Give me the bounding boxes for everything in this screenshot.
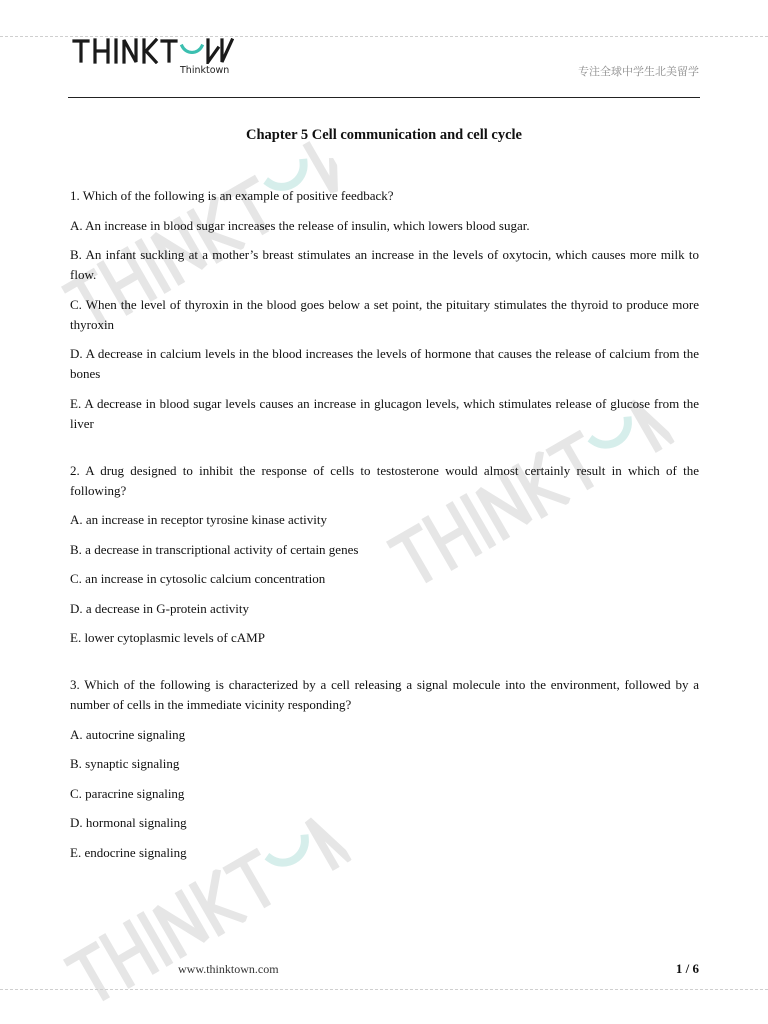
answer-option: B. An infant suckling at a mother’s breast stimulates an increase in the levels of oxytocin, which causes more milk to flow.: [70, 247, 699, 282]
answer-option: A. autocrine signaling: [70, 726, 186, 742]
header-divider: [68, 97, 700, 98]
bottom-dashed-border: [0, 989, 768, 990]
question-list: [70, 186, 699, 890]
answer-option: E. endocrine signaling: [70, 844, 187, 860]
question-3: [70, 675, 699, 863]
logo-subtitle: Thinktown: [180, 65, 230, 76]
answer-option: E. A decrease in blood sugar levels causes an increase in glucagon levels, which stimulates release of glucose from the liver: [70, 395, 699, 431]
question-2: [70, 461, 699, 649]
question-text: 1. Which of the following is an example of positive feedback?: [70, 188, 394, 203]
answer-option: C. paracrine signaling: [70, 785, 185, 801]
question-text: 3. Which of the following is characterized by a cell releasing a signal molecule into the environment, followed by a number of cells in the immediate vicinity responding?: [70, 677, 699, 712]
answer-option: D. a decrease in G-protein activity: [70, 600, 250, 616]
document-title: Chapter 5 Cell communication and cell cycle: [245, 127, 522, 143]
answer-option: E. lower cytoplasmic levels of cAMP: [70, 630, 265, 645]
top-dashed-border: [0, 36, 768, 37]
page-number: 1 / 6: [675, 961, 699, 976]
footer-website: www.thinktown.com: [178, 962, 279, 976]
answer-option: A. An increase in blood sugar increases the release of insulin, which lowers blood sugar.: [70, 217, 530, 233]
header-tagline: 专注全球中学生北美留学: [578, 65, 699, 78]
answer-option: B. a decrease in transcriptional activity of certain genes: [70, 541, 359, 557]
answer-option: D. hormonal signaling: [70, 815, 187, 830]
answer-option: C. an increase in cytosolic calcium concentration: [70, 571, 326, 586]
answer-option: D. A decrease in calcium levels in the blood increases the levels of hormone that causes the release of calcium from the bones: [70, 346, 699, 381]
answer-option: A. an increase in receptor tyrosine kinase activity: [70, 512, 328, 527]
question-text: 2. A drug designed to inhibit the response of cells to testosterone would almost certainly result in which of the following?: [70, 462, 699, 498]
answer-option: B. synaptic signaling: [70, 756, 180, 771]
answer-option: C. When the level of thyroxin in the blood goes below a set point, the pituitary stimulates the thyroid to produce more thyroxin: [70, 296, 699, 332]
question-1: [70, 186, 699, 434]
